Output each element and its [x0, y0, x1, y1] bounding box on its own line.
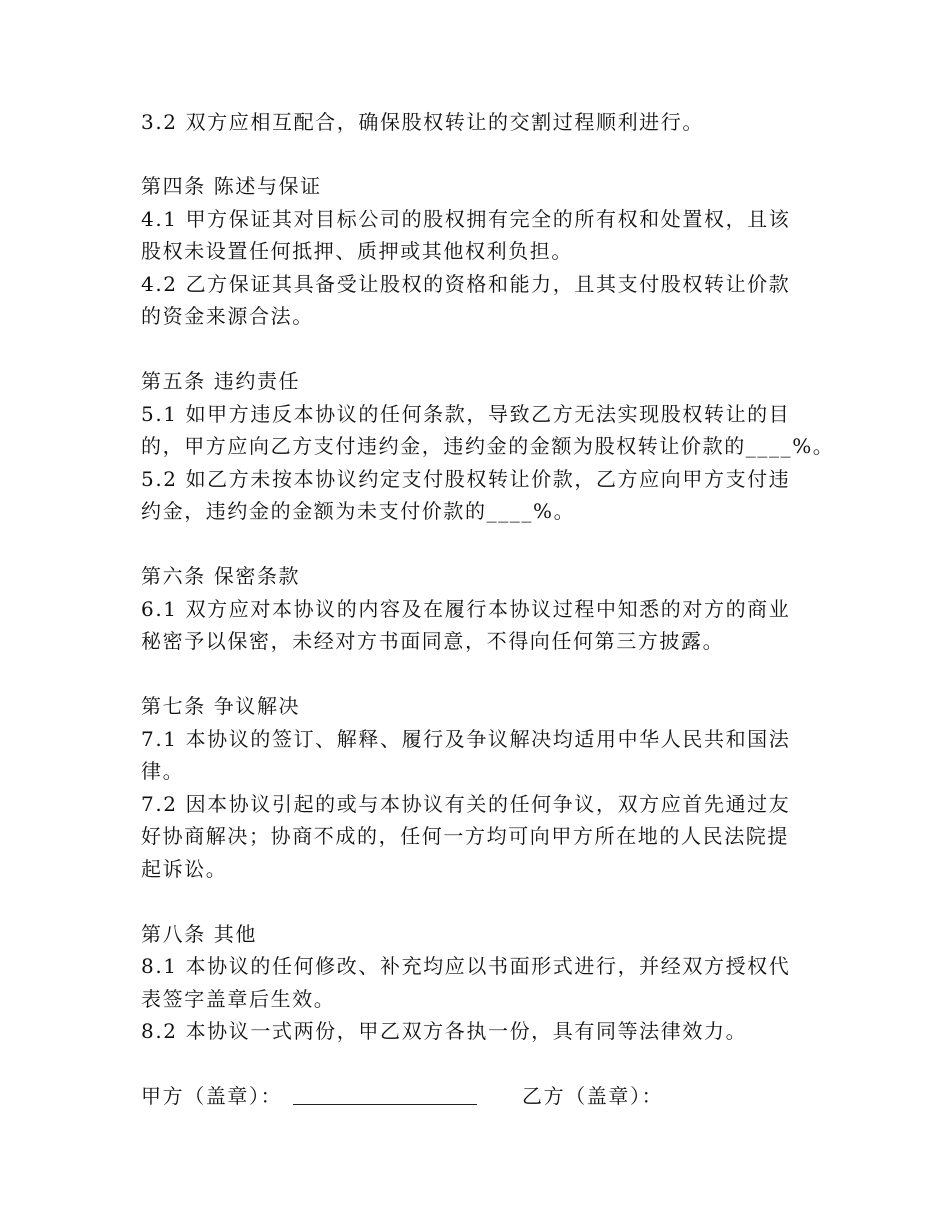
party-a-signature-line [293, 1104, 477, 1105]
clause-7-2-line-1: 7.2 因本协议引起的或与本协议有关的任何争议，双方应首先通过友 [141, 792, 791, 816]
party-a-seal-label: 甲方（盖章）： [141, 1084, 283, 1108]
clause-5-1-line-1: 5.1 如甲方违反本协议的任何条款，导致乙方无法实现股权转让的目 [141, 402, 791, 426]
clause-3-2: 3.2 双方应相互配合，确保股权转让的交割过程顺利进行。 [141, 110, 704, 134]
clause-8-1-line-1: 8.1 本协议的任何修改、补充均应以书面形式进行，并经双方授权代 [141, 954, 791, 978]
clause-5-2-line-1: 5.2 如乙方未按本协议约定支付股权转让价款，乙方应向甲方支付违 [141, 467, 791, 491]
section-heading-8: 第八条 其他 [141, 922, 257, 946]
section-heading-5: 第五条 违约责任 [141, 369, 301, 393]
clause-7-1-line-2: 律。 [141, 759, 185, 783]
clause-4-1-line-2: 股权未设置任何抵押、质押或其他权利负担。 [141, 239, 573, 263]
clause-5-1-line-2: 的，甲方应向乙方支付违约金，违约金的金额为股权转让价款的____%。 [141, 434, 835, 458]
clause-4-2-line-2: 的资金来源合法。 [141, 304, 314, 328]
clause-8-2: 8.2 本协议一式两份，甲乙双方各执一份，具有同等法律效力。 [141, 1019, 748, 1043]
section-heading-6: 第六条 保密条款 [141, 564, 301, 588]
clause-4-1-line-1: 4.1 甲方保证其对目标公司的股权拥有完全的所有权和处置权，且该 [141, 207, 791, 231]
clause-8-1-line-2: 表签字盖章后生效。 [141, 987, 336, 1011]
clause-7-1-line-1: 7.1 本协议的签订、解释、履行及争议解决均适用中华人民共和国法 [141, 727, 791, 751]
clause-5-2-line-2: 约金，违约金的金额为未支付价款的____%。 [141, 499, 576, 523]
clause-6-1-line-2: 秘密予以保密，未经对方书面同意，不得向任何第三方披露。 [141, 629, 725, 653]
party-b-seal-label: 乙方（盖章）： [522, 1084, 664, 1108]
clause-6-1-line-1: 6.1 双方应对本协议的内容及在履行本协议过程中知悉的对方的商业 [141, 597, 791, 621]
clause-4-2-line-1: 4.2 乙方保证其具备受让股权的资格和能力，且其支付股权转让价款 [141, 272, 791, 296]
clause-7-2-line-3: 起诉讼。 [141, 857, 228, 881]
clause-7-2-line-2: 好协商解决；协商不成的，任何一方均可向甲方所在地的人民法院提 [141, 824, 789, 848]
section-heading-4: 第四条 陈述与保证 [141, 174, 322, 198]
section-heading-7: 第七条 争议解决 [141, 694, 301, 718]
